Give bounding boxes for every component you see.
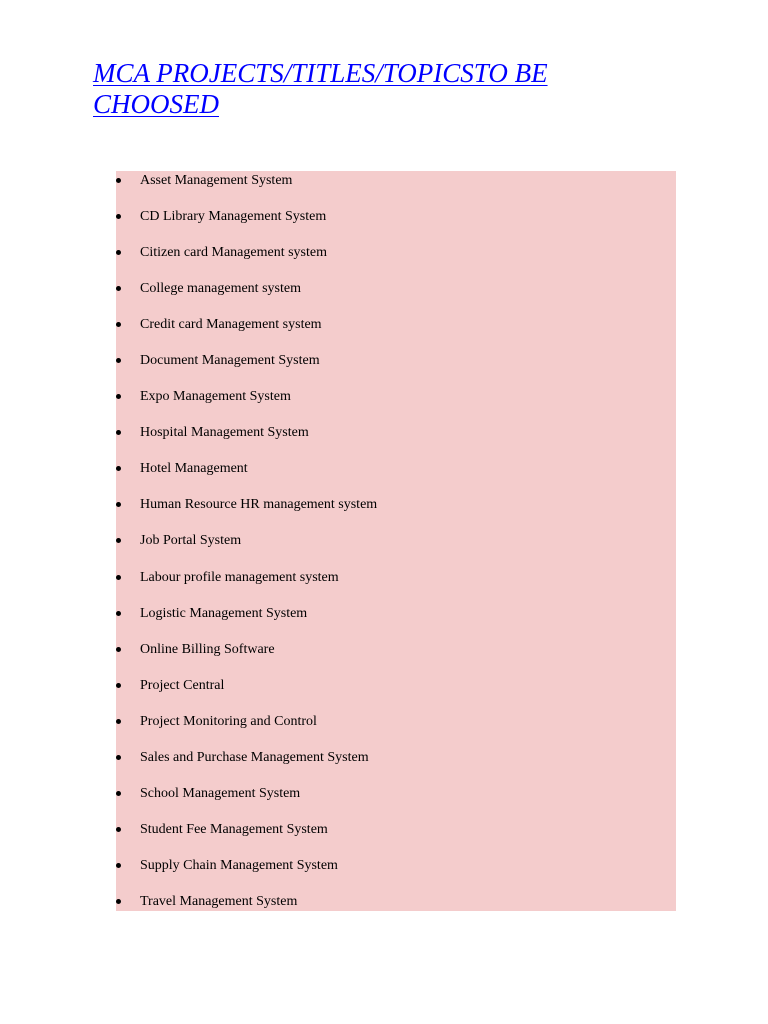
list-item xyxy=(116,568,676,604)
bullet-icon xyxy=(116,430,121,435)
list-item xyxy=(116,279,676,315)
bullet-icon xyxy=(116,719,121,724)
project-title: College management system xyxy=(140,281,301,297)
list-item xyxy=(116,604,676,640)
project-title: Credit card Management system xyxy=(140,317,322,333)
bullet-icon xyxy=(116,286,121,291)
project-title: Asset Management System xyxy=(140,173,293,188)
bullet-icon xyxy=(116,538,121,543)
project-title: Logistic Management System xyxy=(140,605,308,621)
project-title: Project Monitoring and Control xyxy=(140,713,317,729)
project-title: Labour profile management system xyxy=(140,569,339,585)
bullet-icon xyxy=(116,214,121,219)
project-title: Travel Management System xyxy=(140,893,298,909)
list-item xyxy=(116,207,676,243)
project-title: Project Central xyxy=(140,677,225,693)
list-item xyxy=(116,892,676,928)
bullet-icon xyxy=(116,755,121,760)
list-item xyxy=(116,856,676,892)
list-item xyxy=(116,315,676,351)
list-item xyxy=(116,784,676,820)
project-list-highlight xyxy=(116,171,676,911)
list-item xyxy=(116,351,676,387)
bullet-icon xyxy=(116,791,121,796)
list-item xyxy=(116,712,676,748)
bullet-icon xyxy=(116,466,121,471)
bullet-icon xyxy=(116,827,121,832)
bullet-icon xyxy=(116,178,121,183)
page-title: MCA PROJECTS/TITLES/TOPICSTO BE CHOOSED xyxy=(93,58,548,119)
project-title: CD Library Management System xyxy=(140,209,327,225)
project-list xyxy=(116,171,676,928)
bullet-icon xyxy=(116,899,121,904)
bullet-icon xyxy=(116,647,121,652)
project-title: Hospital Management System xyxy=(140,425,309,441)
bullet-icon xyxy=(116,502,121,507)
project-title: School Management System xyxy=(140,785,301,801)
project-title: Expo Management System xyxy=(140,389,291,405)
bullet-icon xyxy=(116,683,121,688)
bullet-icon xyxy=(116,322,121,327)
project-title: Hotel Management xyxy=(140,461,248,477)
bullet-icon xyxy=(116,394,121,399)
list-item xyxy=(116,495,676,531)
project-title: Student Fee Management System xyxy=(140,821,328,837)
bullet-icon xyxy=(116,611,121,616)
project-title: Human Resource HR management system xyxy=(140,497,378,513)
list-item xyxy=(116,387,676,423)
list-item xyxy=(116,748,676,784)
project-title: Document Management System xyxy=(140,353,320,369)
list-item xyxy=(116,531,676,567)
list-item xyxy=(116,459,676,495)
bullet-icon xyxy=(116,250,121,255)
project-title: Job Portal System xyxy=(140,533,242,549)
bullet-icon xyxy=(116,863,121,868)
bullet-icon xyxy=(116,358,121,363)
list-item xyxy=(116,676,676,712)
list-item xyxy=(116,423,676,459)
project-title: Supply Chain Management System xyxy=(140,857,338,873)
bullet-icon xyxy=(116,575,121,580)
list-item xyxy=(116,820,676,856)
project-title: Citizen card Management system xyxy=(140,245,327,261)
project-title: Sales and Purchase Management System xyxy=(140,749,369,765)
project-title: Online Billing Software xyxy=(140,641,275,657)
list-item xyxy=(116,171,676,207)
list-item xyxy=(116,640,676,676)
list-item xyxy=(116,243,676,279)
